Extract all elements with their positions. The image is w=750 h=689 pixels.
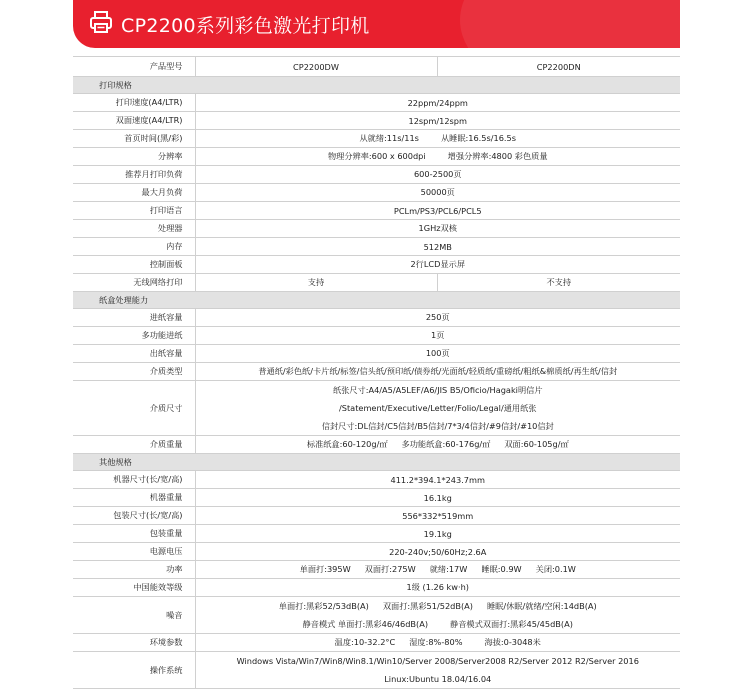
row-value: PCLm/PS3/PCL6/PCL5 [195,202,680,220]
row-value: 12spm/12spm [195,112,680,130]
row-value: 250页 [195,309,680,327]
row-label: 介质尺寸 [73,381,195,436]
section-title: 纸盒处理能力 [73,292,680,309]
row-value: 普通纸/彩色纸/卡片纸/标签/信头纸/预印纸/债券纸/光面纸/轻质纸/重磅纸/粗纸&棉质纸/再生纸/信封 [195,363,680,381]
row-label: 包装重量 [73,525,195,543]
value-part: 温度:10-32.2°C [334,637,396,647]
value-part: 从就绪:11s/11s [359,133,419,143]
row-value [195,436,680,454]
row-value: 50000页 [195,184,680,202]
row-label: 内存 [73,238,195,256]
row-value [195,652,680,689]
value-line: Windows Vista/Win7/Win8/Win8.1/Win10/Server 2008/Server2008 R2/Server 2012 R2/Server 2016 [236,656,639,666]
table-row [73,309,680,327]
table-row [73,94,680,112]
row-label: 产品型号 [73,57,195,77]
table-row [73,202,680,220]
table-row [73,489,680,507]
section-header [73,292,680,309]
value-part: 单面打:395W [299,564,351,574]
row-value: 2行LCD显示屏 [195,256,680,274]
table-row [73,274,680,292]
table-row [73,597,680,634]
table-row [73,471,680,489]
row-value: 19.1kg [195,525,680,543]
row-label: 无线网络打印 [73,274,195,292]
table-row [73,561,680,579]
row-label: 机器尺寸(长/宽/高) [73,471,195,489]
value-line: 纸张尺寸:A4/A5/A5LEF/A6/JIS B5/Oficio/Hagaki明信片 [332,385,543,395]
row-value: 22ppm/24ppm [195,94,680,112]
table-row [73,381,680,436]
spec-table [73,56,680,689]
row-value [195,381,680,436]
row-value: 1页 [195,327,680,345]
value-line: 信封尺寸:DL信封/C5信封/B5信封/7*3/4信封/#9信封/#10信封 [321,421,554,431]
table-row [73,220,680,238]
value-part: 单面打:黑彩52/53dB(A) [278,601,369,611]
table-row [73,148,680,166]
table-row [73,634,680,652]
row-value [195,597,680,634]
row-label: 双面速度(A4/LTR) [73,112,195,130]
model-a: CP2200DW [195,57,437,77]
section-header [73,454,680,471]
value-part: 双面打:275W [364,564,416,574]
row-label: 首页时间(黑/彩) [73,130,195,148]
row-value [195,130,680,148]
title-banner [73,0,680,48]
row-label: 电源电压 [73,543,195,561]
value-part: 海拔:0-3048米 [484,637,541,647]
row-label: 控制面板 [73,256,195,274]
row-value: 600-2500页 [195,166,680,184]
table-row [73,507,680,525]
row-label: 噪音 [73,597,195,634]
model-b: CP2200DN [437,57,680,77]
row-label: 环境参数 [73,634,195,652]
row-label: 推荐月打印负荷 [73,166,195,184]
value-part: 标准纸盒:60-120g/㎡ [306,439,388,449]
row-label: 分辨率 [73,148,195,166]
row-value: 512MB [195,238,680,256]
table-row [73,579,680,597]
value-line [200,597,677,615]
row-value: 220-240v;50/60Hz;2.6A [195,543,680,561]
row-label: 处理器 [73,220,195,238]
value-part: 多功能纸盒:60-176g/㎡ [401,439,491,449]
row-value [195,148,680,166]
value-part: 关闭:0.1W [535,564,576,574]
row-value: 16.1kg [195,489,680,507]
value-part: 双面打:黑彩51/52dB(A) [382,601,473,611]
printer-icon [89,10,113,34]
row-label: 中国能效等级 [73,579,195,597]
table-row [73,363,680,381]
section-header [73,77,680,94]
section-title: 打印规格 [73,77,680,94]
row-label: 包装尺寸(长/宽/高) [73,507,195,525]
banner-decoration [460,0,680,48]
row-value: 411.2*394.1*243.7mm [195,471,680,489]
row-value: 1级 (1.26 kw·h) [195,579,680,597]
table-row [73,543,680,561]
row-label: 功率 [73,561,195,579]
value-part: 从睡眠:16.5s/16.5s [440,133,517,143]
row-label: 介质类型 [73,363,195,381]
row-label: 机器重量 [73,489,195,507]
value-part: 静音模式 单面打:黑彩46/46dB(A) [302,619,429,629]
row-value: 556*332*519mm [195,507,680,525]
row-label: 最大月负荷 [73,184,195,202]
value-part: 就绪:17W [429,564,468,574]
page-title: CP2200系列彩色激光打印机 [121,15,370,37]
value-part: 双面:60-105g/㎡ [504,439,569,449]
row-value [195,561,680,579]
row-value: 1GHz双核 [195,220,680,238]
section-title: 其他规格 [73,454,680,471]
row-label: 出纸容量 [73,345,195,363]
value-part: 增强分辨率:4800 彩色质量 [447,151,548,161]
row-value [195,634,680,652]
table-row [73,525,680,543]
table-row [73,57,680,77]
table-row [73,652,680,689]
table-row [73,130,680,148]
table-row [73,436,680,454]
row-value-a: 支持 [195,274,437,292]
row-value: 100页 [195,345,680,363]
row-label: 进纸容量 [73,309,195,327]
value-line: Linux:Ubuntu 18.04/16.04 [384,674,492,684]
value-part: 湿度:8%-80% [409,637,463,647]
row-value-b: 不支持 [437,274,680,292]
value-part: 睡眠/休眠/就绪/空闲:14dB(A) [486,601,597,611]
row-label: 多功能进纸 [73,327,195,345]
row-label: 操作系统 [73,652,195,689]
table-row [73,112,680,130]
table-row [73,238,680,256]
table-row [73,345,680,363]
row-label: 打印速度(A4/LTR) [73,94,195,112]
value-line: /Statement/Executive/Letter/Folio/Legal/通用纸张 [339,403,537,413]
row-label: 打印语言 [73,202,195,220]
table-row [73,166,680,184]
value-part: 静音模式双面打:黑彩45/45dB(A) [450,619,573,629]
value-part: 睡眠:0.9W [481,564,522,574]
table-row [73,184,680,202]
table-row [73,327,680,345]
table-row [73,256,680,274]
value-line [200,615,677,633]
value-part: 物理分辨率:600 x 600dpi [327,151,426,161]
row-label: 介质重量 [73,436,195,454]
